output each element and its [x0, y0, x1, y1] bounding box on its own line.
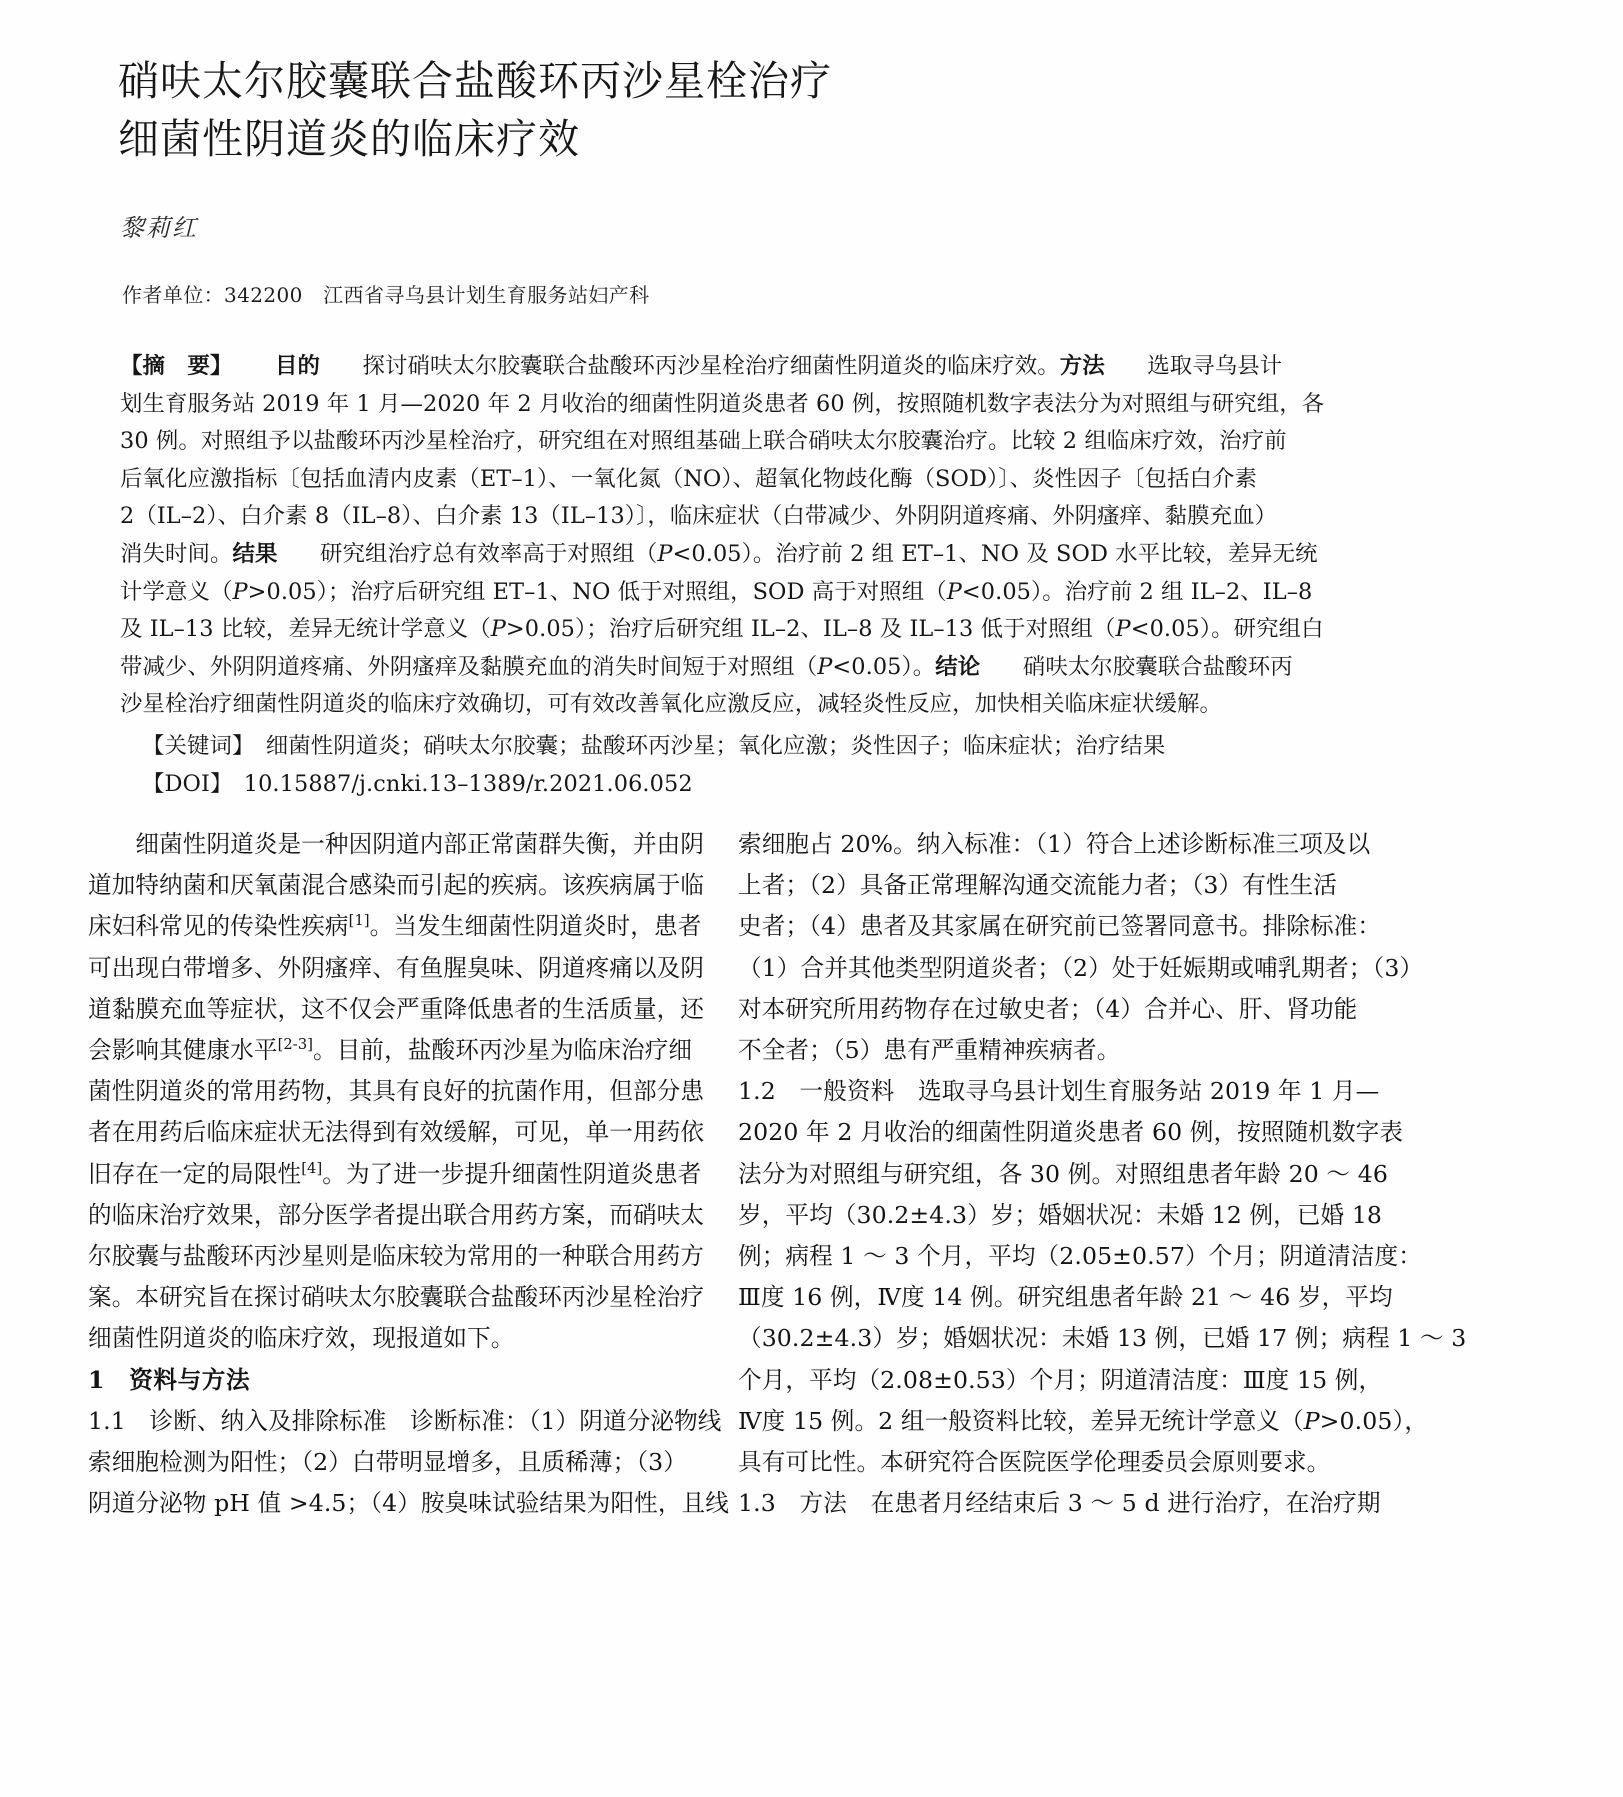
body-columns: [88, 824, 1538, 1524]
abstract-conclusion-label: 结论: [935, 653, 981, 680]
body-line: 对本研究所用药物存在过敏史者；（4）合并心、肝、肾功能: [738, 994, 1358, 1023]
abstract-objective-label: 目的: [275, 353, 320, 379]
body-line: 岁，平均（30.2±4.3）岁；婚姻状况：未婚 12 例，已婚 18: [738, 1200, 1383, 1229]
doi-line: 【DOI】 10.15887/j.cnki.13–1389/r.2021.06.052: [142, 770, 693, 797]
body-line: 法分为对照组与研究组，各 30 例。对照组患者年龄 20 ～ 46: [738, 1159, 1388, 1188]
right-column: [738, 824, 1467, 1524]
author-affiliation: 作者单位：342200 江西省寻乌县计划生育服务站妇产科: [122, 283, 650, 307]
body-line: 床妇科常见的传染性疾病[1]。当发生细菌性阴道炎时，患者: [88, 912, 702, 941]
abstract-line: 沙星栓治疗细菌性阴道炎的临床疗效确切，可有效改善氧化应激反应，减轻炎性反应，加快相关临床症状缓解。: [120, 691, 1223, 718]
section-heading-1: 1 资料与方法: [88, 1365, 251, 1394]
body-line: 个月，平均（2.08±0.53）个月；阴道清洁度：Ⅲ度 15 例，: [738, 1365, 1383, 1394]
body-line: Ⅲ度 16 例，Ⅳ度 14 例。研究组患者年龄 21 ～ 46 岁，平均: [738, 1283, 1393, 1312]
abstract-line: 划生育服务站 2019 年 1 月—2020 年 2 月收治的细菌性阴道炎患者 60 例，按照随机数字表法分为对照组与研究组，各: [120, 390, 1325, 417]
body-line: 尔胶囊与盐酸环丙沙星则是临床较为常用的一种联合用药方: [88, 1242, 705, 1271]
body-line: 可出现白带增多、外阴瘙痒、有鱼腥臭味、阴道疼痛以及阴: [88, 953, 705, 982]
abstract-line: 2（IL–2）、白介素 8（IL–8）、白介素 13（IL–13）〕，临床症状（白带减少、外阴阴道疼痛、外阴瘙痒、黏膜充血）: [120, 503, 1278, 530]
title-block: [118, 52, 1238, 168]
left-column: [88, 824, 729, 1524]
body-line: 细菌性阴道炎的临床疗效，现报道如下。: [88, 1324, 515, 1353]
body-line: 阴道分泌物 pH 值 >4.5；（4）胺臭味试验结果为阳性，且线: [88, 1489, 729, 1518]
body-line: 菌性阴道炎的常用药物，其具有良好的抗菌作用，但部分患: [88, 1077, 705, 1106]
body-line: （1）合并其他类型阴道炎者；（2）处于妊娠期或哺乳期者；（3）: [738, 953, 1424, 982]
body-line: Ⅳ度 15 例。2 组一般资料比较，差异无统计学意义（P>0.05），: [738, 1406, 1429, 1435]
abstract-label: 【摘 要】: [120, 353, 233, 379]
body-line: 案。本研究旨在探讨硝呋太尔胶囊联合盐酸环丙沙星栓治疗: [88, 1283, 705, 1312]
page-title-line-2: 细菌性阴道炎的临床疗效: [118, 115, 580, 164]
body-line: 例；病程 1 ～ 3 个月，平均（2.05±0.57）个月；阴道清洁度：: [738, 1242, 1422, 1271]
abstract-line: 计学意义（P>0.05）；治疗后研究组 ET–1、NO 低于对照组，SOD 高于对照组（P<0.05）。治疗前 2 组 IL–2、IL–8: [120, 578, 1313, 605]
body-line: 具有可比性。本研究符合医院医学伦理委员会原则要求。: [738, 1448, 1331, 1477]
abstract-line: 后氧化应激指标〔包括血清内皮素（ET–1）、一氧化氮（NO）、超氧化物歧化酶（SOD）〕、炎性因子〔包括白介素: [120, 465, 1257, 492]
body-line: 旧存在一定的局限性[4]。为了进一步提升细菌性阴道炎患者: [88, 1159, 702, 1188]
body-line: 的临床治疗效果，部分医学者提出联合用药方案，而硝呋太: [88, 1200, 705, 1229]
page-title: [118, 52, 1238, 168]
section-heading-1-2: 1.2 一般资料 选取寻乌县计划生育服务站 2019 年 1 月—: [738, 1077, 1380, 1106]
body-line: 索细胞占 20%。纳入标准：（1）符合上述诊断标准三项及以: [738, 830, 1371, 858]
keywords-doi-block: [120, 728, 1505, 803]
body-line: 索细胞检测为阳性；（2）白带明显增多，且质稀薄；（3）: [88, 1448, 687, 1477]
body-line: 会影响其健康水平[2-3]。目前，盐酸环丙沙星为临床治疗细: [88, 1036, 693, 1065]
keywords-line: 【关键词】 细菌性阴道炎；硝呋太尔胶囊；盐酸环丙沙星；氧化应激；炎性因子；临床症状；治疗结果: [142, 733, 1166, 759]
body-line: 1.1 诊断、纳入及排除标准 诊断标准：（1）阴道分泌物线: [88, 1406, 722, 1435]
abstract-line: 【摘 要】 目的 探讨硝呋太尔胶囊联合盐酸环丙沙星栓治疗细菌性阴道炎的临床疗效。方法 选取寻乌县计: [120, 353, 1283, 379]
section-heading-1-3: 1.3 方法 在患者月经结束后 3 ～ 5 d 进行治疗，在治疗期: [738, 1489, 1381, 1518]
body-line: 上者；（2）具备正常理解沟通交流能力者；（3）有性生活: [738, 871, 1337, 900]
abstract-line: 带减少、外阴阴道疼痛、外阴瘙痒及黏膜充血的消失时间短于对照组（P<0.05）。结论 硝呋太尔胶囊联合盐酸环丙: [120, 653, 1293, 680]
citation-ref: [4]: [301, 1159, 323, 1177]
abstract-results-label: 结果: [232, 540, 278, 567]
body-line: 道加特纳菌和厌氧菌混合感染而引起的疾病。该疾病属于临: [88, 871, 705, 900]
abstract-block: [120, 348, 1505, 724]
citation-ref: [2-3]: [277, 1036, 314, 1054]
body-line: 2020 年 2 月收治的细菌性阴道炎患者 60 例，按照随机数字表: [738, 1118, 1404, 1147]
body-line: （30.2±4.3）岁；婚姻状况：未婚 13 例，已婚 17 例；病程 1 ～ 3: [738, 1324, 1467, 1353]
body-line: 道黏膜充血等症状，这不仅会严重降低患者的生活质量，还: [88, 994, 705, 1023]
body-line: 史者；（4）患者及其家属在研究前已签署同意书。排除标准：: [738, 912, 1382, 941]
citation-ref: [1]: [348, 912, 370, 930]
body-line: 不全者；（5）患有严重精神疾病者。: [738, 1036, 1121, 1065]
author-name: 黎莉红: [120, 214, 198, 242]
body-line: 者在用药后临床症状无法得到有效缓解，可见，单一用药依: [88, 1118, 705, 1147]
body-line: 细菌性阴道炎是一种因阴道内部正常菌群失衡，并由阴: [88, 830, 705, 858]
abstract-line: 30 例。对照组予以盐酸环丙沙星栓治疗，研究组在对照组基础上联合硝呋太尔胶囊治疗。比较 2 组临床疗效，治疗前: [120, 428, 1287, 455]
abstract-methods-label: 方法: [1059, 353, 1105, 379]
page-title-line-1: 硝呋太尔胶囊联合盐酸环丙沙星栓治疗: [118, 57, 832, 105]
abstract-line: 消失时间。结果 研究组治疗总有效率高于对照组（P<0.05）。治疗前 2 组 ET–1、NO 及 SOD 水平比较，差异无统: [120, 540, 1318, 567]
abstract-line: 及 IL–13 比较，差异无统计学意义（P>0.05）；治疗后研究组 IL–2、IL–8 及 IL–13 低于对照组（P<0.05）。研究组白: [120, 616, 1324, 643]
